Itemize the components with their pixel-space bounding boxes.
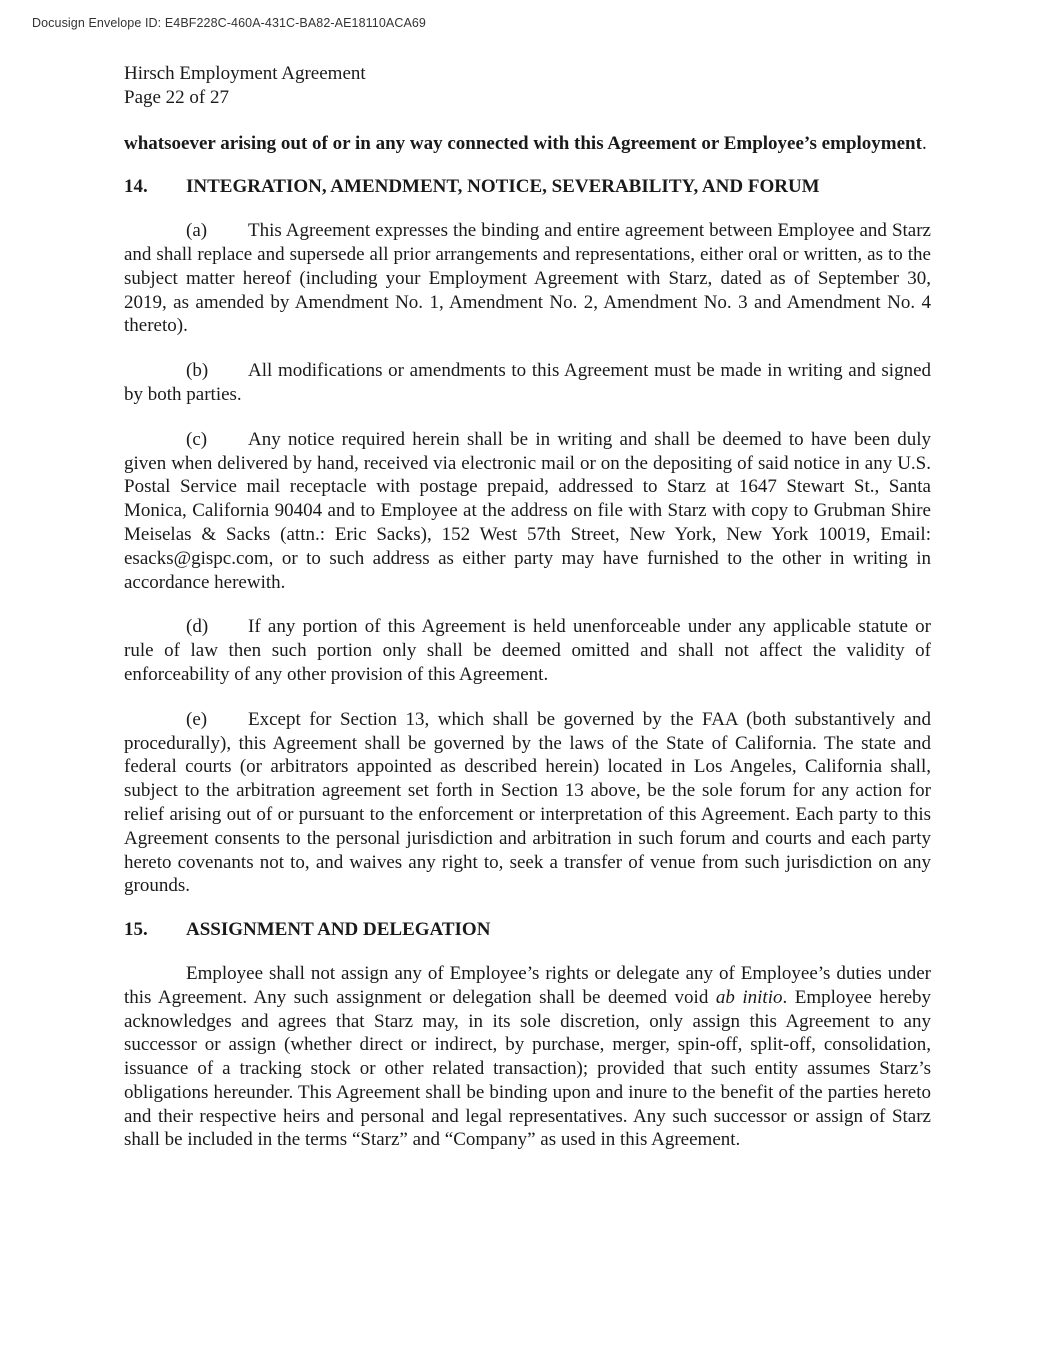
docusign-envelope-id: Docusign Envelope ID: E4BF228C-460A-431C-BA82-AE18110ACA69 — [32, 16, 426, 30]
section-15-heading — [124, 918, 931, 942]
section-14-title: INTEGRATION, AMENDMENT, NOTICE, SEVERABILITY, AND FORUM — [186, 176, 820, 198]
section-15-title: ASSIGNMENT AND DELEGATION — [186, 919, 491, 941]
section-15-number: 15. — [124, 919, 148, 941]
section-15-text-2: . Employee hereby acknowledges and agrees that Starz may, in its sole discretion, only assign this Agreement to any successor or assign (whether direct or indirect, by purchase, merger, spin-off, split-off, consolidation, issuance of a tracking stock or other related transaction); provided that such entity assumes Starz’s obligations hereunder. This Agreement shall be binding upon and inure to the benefit of the parties hereto and their respective heirs and personal and legal representatives. Any such successor or assign of Starz shall be included in the terms “Starz” and “Company” as used in this Agreement. — [124, 986, 932, 1151]
document-header — [124, 62, 931, 110]
section-14-item-d — [124, 615, 931, 686]
section-15-text-1: Employee shall not assign any of Employee’s rights or delegate any of Employee’s duties under this Agreement. Any such assignment or delegation shall be deemed void — [124, 962, 931, 1008]
document-title: Hirsch Employment Agreement — [124, 63, 366, 84]
item-text: Any notice required herein shall be in writing and shall be deemed to have been duly given when delivered by hand, received via electronic mail or on the depositing of said notice in any U.S. Postal Service mail receptacle with postage prepaid, addressed to Starz at 1647 Stewart St., Santa Monica, California 90404 and to Employee at the address on file with Starz with copy to Grubman Shire Meiselas & Sacks (attn.: Eric Sacks), 152 West 57th Street, New York, New York 10019, Email: esacks@gispc.com, or to such address as either party may have furnished to the other in writing in accordance herewith. — [124, 428, 931, 593]
section-15-body — [124, 962, 931, 1152]
section-14-heading — [124, 175, 931, 199]
item-text: If any portion of this Agreement is held unenforceable under any applicable statute or rule of law then such portion only shall be deemed omitted and shall not affect the validity of enforceability of any other provision of this Agreement. — [124, 616, 931, 685]
section-14-number: 14. — [124, 176, 148, 198]
section-14-item-e — [124, 708, 931, 898]
item-label: (e) — [186, 708, 208, 730]
continued-paragraph-bold: whatsoever arising out of or in any way connected with this Agreement or Employee’s employment — [124, 132, 922, 154]
document-page — [124, 62, 931, 1152]
item-text: This Agreement expresses the binding and entire agreement between Employee and Starz and shall replace and supersede all prior arrangements and representations, either oral or written, as to the subject matter hereof (including your Employment Agreement with Starz, dated as of September 30, 2019, as amended by Amendment No. 1, Amendment No. 2, Amendment No. 3 and Amendment No. 4 thereto). — [124, 220, 931, 337]
item-text: All modifications or amendments to this Agreement must be made in writing and signed by both parties. — [124, 360, 931, 405]
section-15-italic-term: ab initio — [715, 986, 783, 1008]
continued-paragraph-tail: . — [921, 132, 927, 154]
item-label: (a) — [186, 220, 208, 242]
item-label: (c) — [186, 428, 208, 450]
section-14-item-a — [124, 219, 931, 338]
page-number: Page 22 of 27 — [124, 86, 230, 108]
item-label: (d) — [186, 616, 209, 638]
item-label: (b) — [186, 360, 209, 382]
section-14-item-b — [124, 359, 931, 407]
section-14-item-c — [124, 428, 931, 595]
item-text: Except for Section 13, which shall be governed by the FAA (both substantively and procedurally), this Agreement shall be governed by the laws of the State of California. The state and federal courts (or arbitrators appointed as described herein) located in Los Angeles, California shall, subject to the arbitration agreement set forth in Section 13 above, be the sole forum for any action for relief arising out of or pursuant to the enforcement or interpretation of this Agreement. Each party to this Agreement consents to the personal jurisdiction and arbitration in such forum and courts and each party hereto covenants not to, and waives any right to, seek a transfer of venue from such jurisdiction on any grounds. — [124, 708, 931, 897]
continued-paragraph — [124, 132, 931, 156]
